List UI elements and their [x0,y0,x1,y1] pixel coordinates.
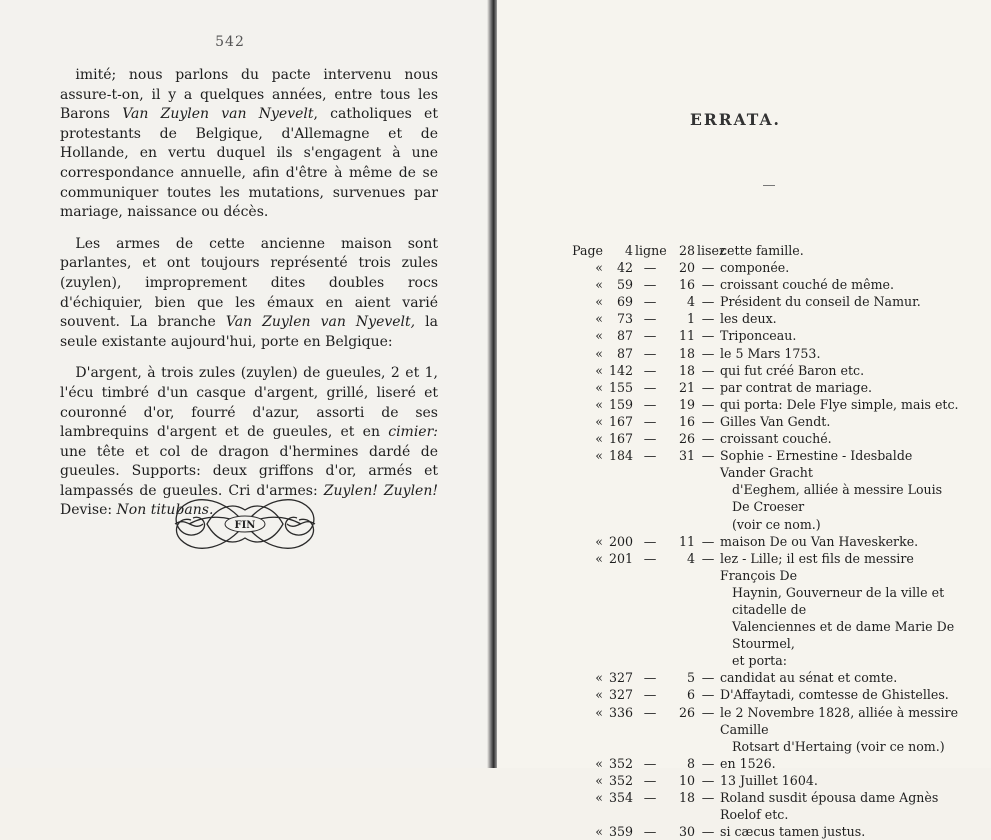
paragraph-1-text-c: , catholiques et protestants de Belgique, d'Allemagne et de Hollande, en vertu duquel ils s'engagent à une correspondance annuelle, afin d'être à même de se communiquer toutes les mutations, survenues par mariage, naissance ou décès. [60,106,438,221]
errata-page: 184 [608,448,633,464]
paragraph-3-text-a: D'argent, à trois zules (zuylen) de gueules, 2 et 1, l'écu timbré d'un casque d'argent, grillé, liseré et couronné d'or, fourré d'azur, assorti de ses lambrequins d'argent et de gueules, et en [60,365,438,441]
errata-correction [720,413,960,430]
errata-page: 69 [616,294,633,310]
errata-correction-line: 13 Juillet 1604. [720,772,818,788]
errata-row [565,447,965,532]
errata-correction-line: et porta: [732,653,787,669]
paragraph-3-text-d: Zuylen! Zuylen! [323,482,438,499]
errata-correction-line: D'Affaytadi, comtesse de Ghistelles. [720,687,949,703]
errata-correction [720,396,960,413]
errata-line: 28 [678,243,695,258]
errata-line: 21 [678,379,695,395]
errata-prefix: « [595,755,603,771]
errata-row [565,823,965,840]
errata-prefix: « [595,260,603,276]
errata-line: 26 [678,704,695,720]
errata-sep: — [701,311,715,327]
errata-mid: — [643,772,657,788]
errata-prefix: « [595,670,603,686]
errata-prefix: Page [572,243,603,258]
errata-line: 8 [686,755,695,771]
errata-line: 18 [678,345,695,361]
errata-mid: — [643,379,657,395]
errata-line: 6 [686,687,695,703]
paragraph-3-text-f: Non titubans. [116,502,214,519]
left-page [0,0,495,768]
errata-page: 155 [608,379,633,395]
errata-sep: — [701,670,715,686]
errata-mid: — [643,413,657,429]
errata-row [565,686,965,703]
errata-row [565,362,965,379]
errata-correction-line: le 2 Novembre 1828, alliée à messire Camille [720,704,959,737]
errata-prefix: « [595,311,603,327]
errata-correction [720,447,960,532]
errata-line: 18 [678,790,695,805]
paragraph-3-text-c: une tête et col de dragon d'hermines dardé de gueules. Supports: deux griffons d'or, armés et lampassés de gueules. Cri d'armes: [60,443,438,499]
errata-sep: — [701,396,715,412]
errata-mid: — [643,311,657,327]
errata-page: 87 [616,345,633,361]
errata-page: 352 [608,772,633,788]
errata-sep: — [701,704,715,720]
errata-correction [720,242,960,259]
errata-correction-line: Haynin, Gouverneur de la ville et citadelle de [732,584,945,617]
errata-row [565,550,965,670]
errata-row [565,379,965,396]
errata-mid: ligne [635,243,667,258]
errata-mid: — [643,824,657,840]
errata-line: 30 [678,824,695,840]
errata-correction-line: qui fut créé Baron etc. [720,362,865,378]
errata-correction-line: d'Eeghem, alliée à messire Louis De Croeser [732,482,943,515]
errata-page: 167 [608,413,633,429]
errata-correction [720,430,960,447]
errata-prefix: « [595,704,603,720]
errata-page: 73 [616,311,633,327]
errata-page: 87 [616,328,633,344]
errata-correction [720,276,960,293]
errata-correction-line: candidat au sénat et comte. [720,670,898,686]
errata-correction [720,362,960,379]
errata-correction [720,345,960,362]
errata-row [565,345,965,362]
errata-row [565,259,965,276]
errata-sep: — [701,790,715,805]
errata-sep: lisez [697,243,726,258]
errata-row [565,533,965,550]
errata-row [565,669,965,686]
paragraph-3-text-e: Devise: [60,502,117,519]
errata-correction-line: Rotsart d'Hertaing (voir ce nom.) [732,738,945,754]
errata-page: 42 [616,260,633,276]
paragraph-2-text-c: la seule existante aujourd'hui, porte en Belgique: [60,314,438,350]
errata-mid: — [643,345,657,361]
errata-correction-line: qui porta: Dele Flye simple, mais etc. [720,396,959,412]
errata-row [565,413,965,430]
errata-line: 31 [678,448,695,464]
errata-correction [720,379,960,396]
errata-line: 4 [686,294,695,310]
errata-page: 59 [616,277,633,293]
errata-row [565,396,965,413]
errata-correction [720,293,960,310]
errata-row [565,772,965,789]
errata-prefix: « [595,379,603,395]
errata-mid: — [643,294,657,310]
errata-page: 327 [608,687,633,703]
page-number: 542 [215,34,245,50]
title-rule [763,185,775,186]
errata-prefix: « [595,824,603,840]
paragraph-2-text-b: Van Zuylen van Nyevelt, [225,314,416,331]
paragraph-1 [60,66,438,223]
errata-sep: — [701,345,715,361]
errata-correction-line: croissant couché de même. [720,277,894,293]
errata-line: 20 [678,260,695,276]
errata-sep: — [701,687,715,703]
errata-correction-line: Valenciennes et de dame Marie De Stourmel, [732,619,955,652]
paragraph-1-text-b: Van Zuylen van Nyevelt [122,106,314,123]
errata-correction-line: componée. [720,260,790,276]
errata-row [565,755,965,772]
errata-line: 11 [678,328,695,344]
errata-list [565,242,965,840]
errata-correction [720,789,960,823]
errata-row [565,789,965,823]
ornament-text: FIN [234,520,256,531]
errata-correction [720,755,960,772]
errata-correction-line: lez - Lille; il est fils de messire François De [720,550,914,583]
errata-mid: — [643,448,657,464]
errata-correction [720,310,960,327]
errata-line: 11 [678,533,695,549]
errata-page: 159 [608,396,633,412]
errata-row [565,276,965,293]
errata-sep: — [701,550,715,566]
errata-correction-line: Roland susdit épousa dame Agnès Roelof etc. [720,790,939,823]
errata-sep: — [701,277,715,293]
errata-sep: — [701,328,715,344]
errata-correction-line: Triponceau. [720,328,797,344]
errata-page: 142 [608,362,633,378]
errata-title: ERRATA. [690,110,781,129]
errata-page: 336 [608,704,633,720]
errata-sep: — [701,772,715,788]
errata-correction [720,686,960,703]
errata-prefix: « [595,413,603,429]
errata-correction-line: Président du conseil de Namur. [720,294,921,310]
errata-line: 16 [678,413,695,429]
errata-sep: — [701,362,715,378]
errata-row [565,242,965,259]
errata-page: 200 [608,533,633,549]
errata-prefix: « [595,448,603,464]
errata-prefix: « [595,362,603,378]
errata-correction [720,533,960,550]
fin-ornament [167,486,323,562]
errata-sep: — [701,379,715,395]
errata-prefix: « [595,345,603,361]
errata-prefix: « [595,328,603,344]
errata-sep: — [701,431,715,447]
errata-prefix: « [595,687,603,703]
errata-sep: — [701,755,715,771]
errata-mid: — [643,533,657,549]
errata-mid: — [643,396,657,412]
errata-prefix: « [595,431,603,447]
errata-line: 18 [678,362,695,378]
errata-correction [720,550,960,670]
errata-correction-line: maison De ou Van Haveskerke. [720,533,919,549]
errata-row [565,310,965,327]
errata-sep: — [701,533,715,549]
errata-mid: — [643,704,657,720]
errata-correction-line: Gilles Van Gendt. [720,413,831,429]
errata-sep: — [701,413,715,429]
errata-mid: — [643,670,657,686]
paragraph-2 [60,235,438,353]
errata-mid: — [643,790,657,805]
errata-line: 16 [678,277,695,293]
errata-prefix: « [595,550,603,566]
errata-sep: — [701,824,715,840]
errata-mid: — [643,550,657,566]
errata-correction-line: croissant couché. [720,431,832,447]
errata-line: 5 [686,670,695,686]
errata-correction [720,259,960,276]
errata-line: 4 [686,550,695,566]
errata-page: 359 [608,824,633,840]
errata-mid: — [643,328,657,344]
errata-correction-line: le 5 Mars 1753. [720,345,821,361]
paragraph-2-text-a: Les armes de cette ancienne maison sont parlantes, et ont toujours représenté trois zules (zuylen), improprement dites doubles rocs d'échiquier, bien que les émaux en aient varié souvent. La branche [60,235,438,331]
errata-row [565,293,965,310]
errata-page: 354 [608,790,633,805]
errata-prefix: « [595,790,603,805]
errata-correction-line: par contrat de mariage. [720,379,873,395]
errata-row [565,704,965,755]
errata-page: 167 [608,431,633,447]
errata-page: 327 [608,670,633,686]
errata-mid: — [643,755,657,771]
errata-correction-line: si cæcus tamen justus. [720,824,866,840]
paragraph-3-text-b: cimier: [388,424,438,441]
errata-mid: — [643,431,657,447]
errata-prefix: « [595,396,603,412]
errata-correction-line: (voir ce nom.) [732,516,821,532]
errata-sep: — [701,294,715,310]
left-body-text [60,66,438,521]
errata-mid: — [643,362,657,378]
errata-correction [720,704,960,755]
errata-prefix: « [595,277,603,293]
errata-correction-line: cette famille. [720,243,804,258]
errata-line: 26 [678,431,695,447]
errata-prefix: « [595,533,603,549]
errata-prefix: « [595,294,603,310]
errata-correction [720,823,960,840]
errata-prefix: « [595,772,603,788]
errata-row [565,327,965,344]
paragraph-1-text-a: imité; nous parlons du pacte intervenu nous assure-t-on, il y a quelques années, entre tous les Barons [60,67,438,123]
errata-correction-line: Sophie - Ernestine - Idesbalde Vander Gracht [720,448,913,481]
errata-line: 1 [686,311,695,327]
errata-correction [720,669,960,686]
errata-mid: — [643,687,657,703]
errata-sep: — [701,448,715,464]
errata-page: 4 [624,243,633,258]
errata-correction [720,772,960,789]
errata-page: 352 [608,755,633,771]
errata-mid: — [643,277,657,293]
errata-line: 19 [678,396,695,412]
errata-correction-line: les deux. [720,311,777,327]
errata-row [565,430,965,447]
errata-correction [720,327,960,344]
errata-page: 201 [608,550,633,566]
errata-sep: — [701,260,715,276]
errata-correction-line: en 1526. [720,755,776,771]
errata-line: 10 [678,772,695,788]
errata-mid: — [643,260,657,276]
